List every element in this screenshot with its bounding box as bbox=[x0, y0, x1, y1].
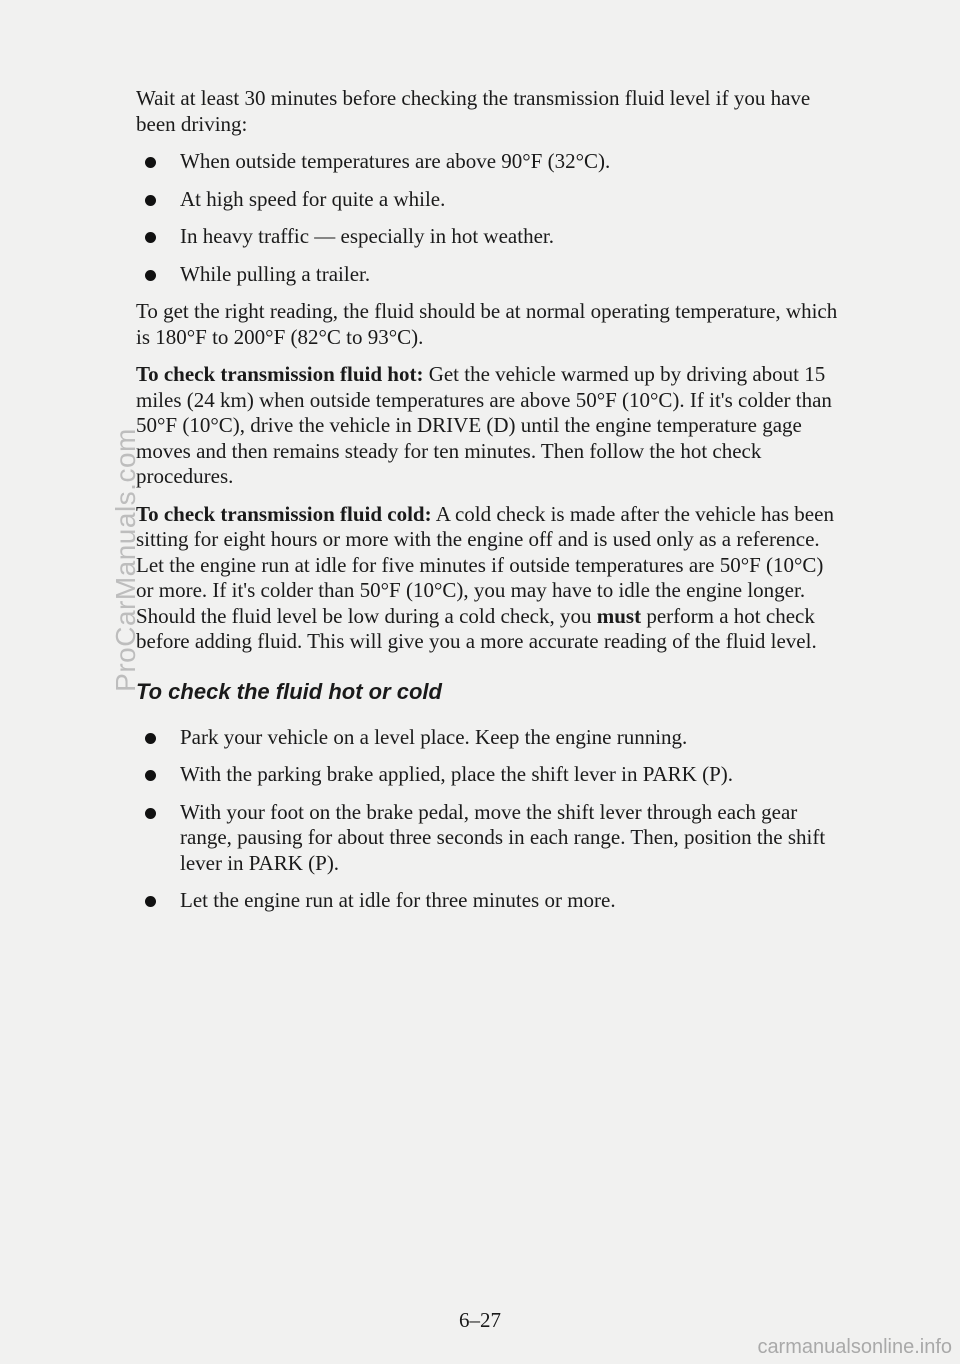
bullet-icon bbox=[145, 232, 156, 243]
bullet-icon bbox=[145, 733, 156, 744]
cold-check-text-before: A cold check is made after the vehicle has been sitting for eight hours or more with the engine off and is used only as a reference. Let the engine run at idle for five minutes if outside temperatures are 50°F (10°C) or more. If it's colder than 50°F (10°C), you may have to idle the engine longer. Should the fluid level be low during a cold check, you bbox=[136, 501, 834, 628]
bullet-icon bbox=[145, 896, 156, 907]
bullet-icon bbox=[145, 157, 156, 168]
watermark-text: ProCarManuals.com bbox=[110, 428, 141, 692]
hot-check-lead: To check transmission fluid hot: bbox=[136, 362, 424, 386]
steps-list bbox=[136, 725, 846, 914]
intro-paragraph: Wait at least 30 minutes before checking the transmission fluid level if you have been driving: bbox=[136, 86, 811, 136]
list-item: While pulling a trailer. bbox=[136, 262, 846, 288]
bullet-icon bbox=[145, 195, 156, 206]
right-reading-paragraph: To get the right reading, the fluid should be at normal operating temperature, which is 180°F to 200°F (82°C to 93°C). bbox=[136, 299, 838, 349]
list-item: When outside temperatures are above 90°F (32°C). bbox=[136, 149, 846, 175]
hot-check-text: Get the vehicle warmed up by driving about 15 miles (24 km) when outside temperatures are above 50°F (10°C). If it's colder than 50°F (10°C), drive the vehicle in DRIVE (D) until the engine temperature gage moves and then remains steady for ten minutes. Then follow the hot check procedures. bbox=[136, 362, 832, 488]
page-content bbox=[136, 86, 846, 926]
conditions-list bbox=[136, 149, 846, 287]
hot-check-paragraph bbox=[136, 362, 846, 490]
cold-check-paragraph bbox=[136, 502, 846, 655]
list-item: With your foot on the brake pedal, move the shift lever through each gear range, pausing for about three seconds in each range. Then, position the shift lever in PARK (P). bbox=[136, 800, 846, 877]
section-heading: To check the fluid hot or cold bbox=[136, 678, 442, 704]
cold-check-text-after: perform a hot check before adding fluid. This will give you a more accurate reading of the fluid level. bbox=[136, 603, 817, 653]
list-item: At high speed for quite a while. bbox=[136, 187, 846, 213]
list-item: Park your vehicle on a level place. Keep the engine running. bbox=[136, 725, 846, 751]
cold-check-lead: To check transmission fluid cold: bbox=[136, 501, 432, 526]
cold-check-emphasis: must bbox=[596, 603, 642, 628]
bullet-icon bbox=[145, 808, 156, 819]
list-item: Let the engine run at idle for three minutes or more. bbox=[136, 888, 846, 914]
footer-url[interactable]: carmanualsonline.info bbox=[757, 1336, 952, 1358]
list-item: With the parking brake applied, place the shift lever in PARK (P). bbox=[136, 762, 846, 788]
bullet-icon bbox=[145, 770, 156, 781]
bullet-icon bbox=[145, 270, 156, 281]
page-number: 6–27 bbox=[459, 1308, 501, 1332]
list-item: In heavy traffic — especially in hot weather. bbox=[136, 224, 846, 250]
